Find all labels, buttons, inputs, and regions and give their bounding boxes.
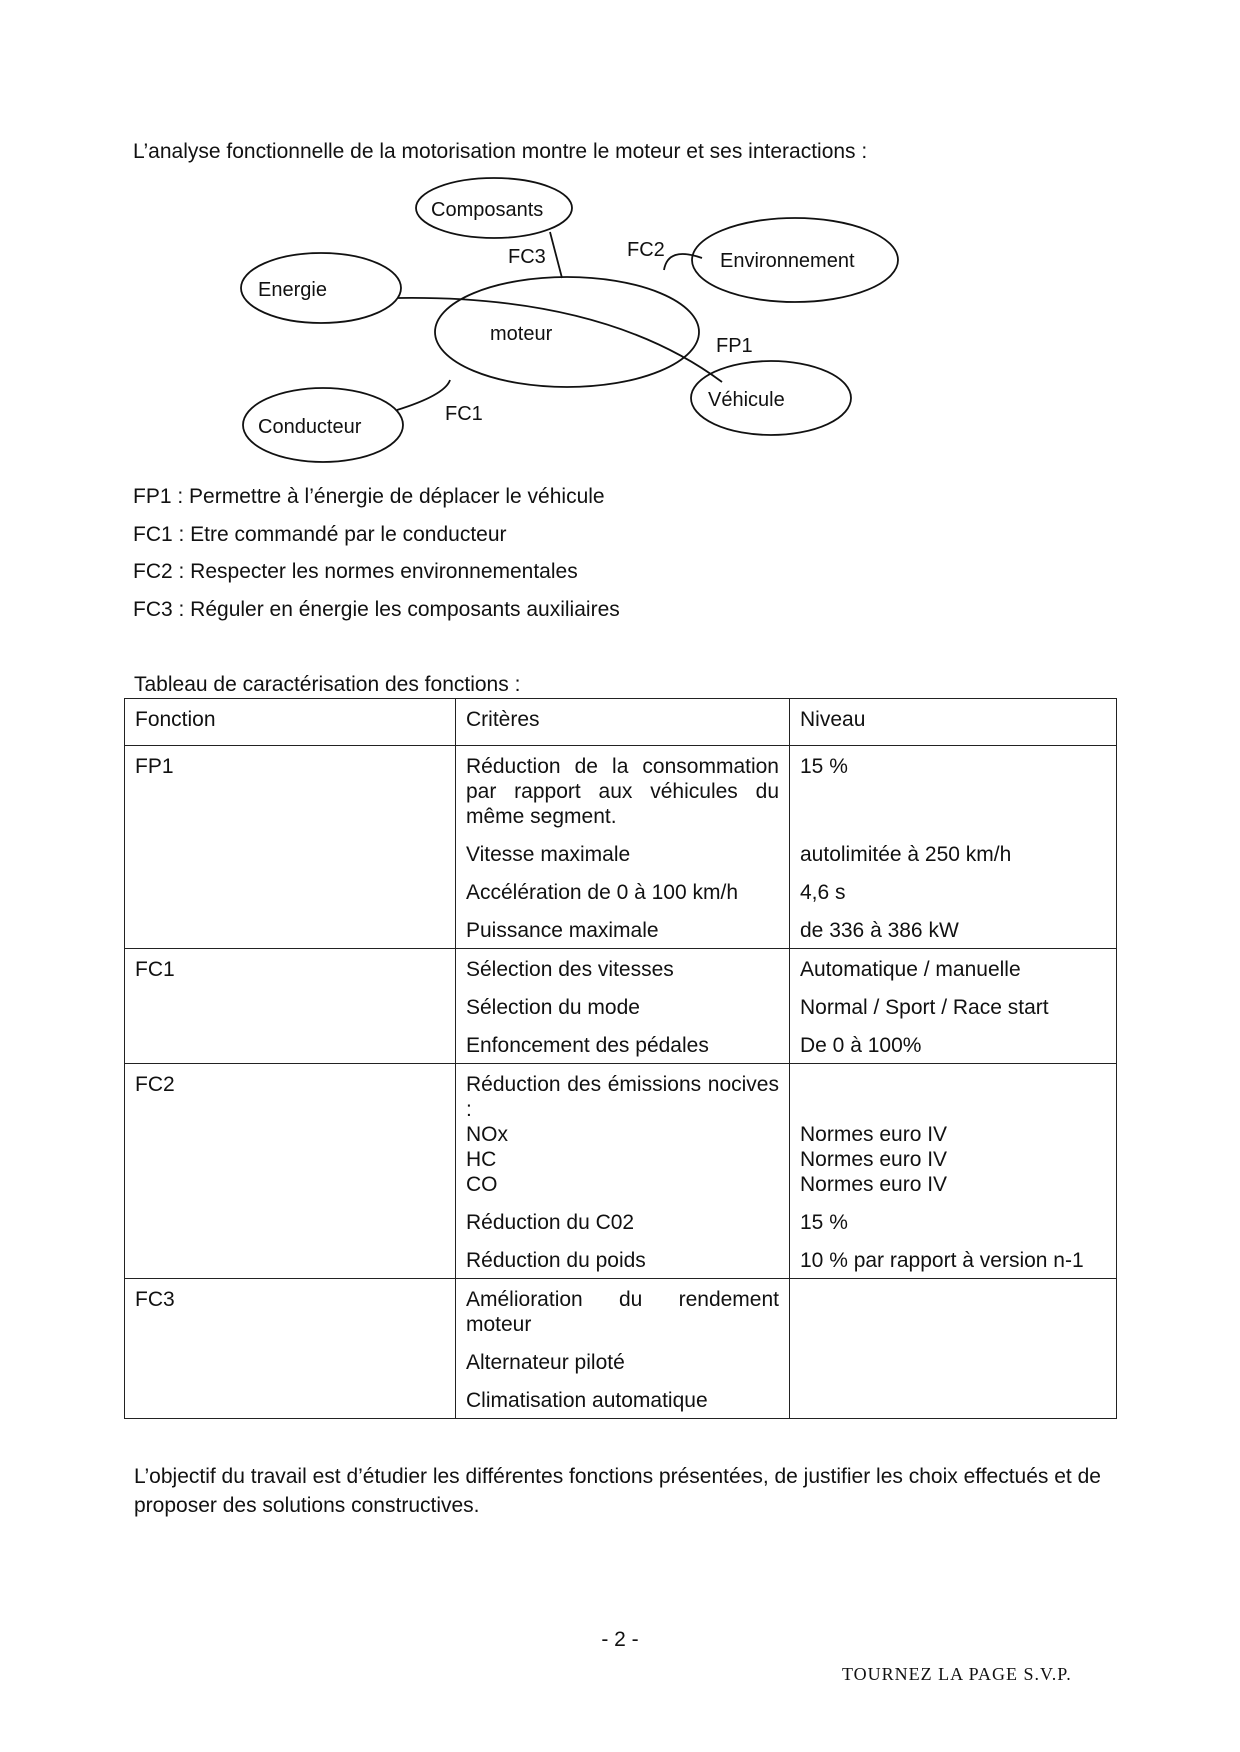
table-row-fc1 (125, 949, 1117, 1064)
fc3-link (550, 232, 562, 278)
level-cell (790, 746, 1117, 949)
footer-note: TOURNEZ LA PAGE S.V.P. (842, 1664, 1072, 1684)
moteur-ellipse (435, 277, 699, 387)
node-vehicule: Véhicule (708, 389, 785, 411)
characterization-table (124, 698, 1117, 1419)
criterion: Alternateur piloté (466, 1351, 625, 1374)
criteria-cell (456, 949, 790, 1064)
function-name: FC1 (125, 949, 456, 1064)
label-fc3: FC3 (508, 246, 546, 268)
level: autolimitée à 250 km/h (800, 843, 1012, 866)
fc2-link (664, 254, 702, 270)
label-fc1: FC1 (445, 403, 483, 425)
level: 4,6 s (800, 881, 846, 904)
pollutant-co: CO (466, 1173, 498, 1196)
level-co: Normes euro IV (800, 1173, 948, 1196)
level: 15 % (800, 755, 848, 778)
definition-fc3: FC3 : Réguler en énergie les composants auxiliaires (133, 597, 620, 621)
table-caption: Tableau de caractérisation des fonctions : (134, 673, 521, 696)
intro-text: L’analyse fonctionnelle de la motorisation montre le moteur et ses interactions : (133, 140, 868, 163)
function-name: FC3 (125, 1279, 456, 1419)
table-header-row (125, 699, 1117, 746)
function-name: FC2 (125, 1064, 456, 1279)
level-cell (790, 1064, 1117, 1279)
node-composants: Composants (431, 199, 544, 221)
table-row-fc3 (125, 1279, 1117, 1419)
function-name: FP1 (125, 746, 456, 949)
label-fc2: FC2 (627, 239, 665, 261)
table-row-fc2 (125, 1064, 1117, 1279)
criterion: Réduction des émissions nocives : (466, 1073, 779, 1121)
criterion: Sélection du mode (466, 996, 640, 1019)
criteria-cell (456, 746, 790, 949)
label-fp1: FP1 (716, 335, 753, 357)
objective-text: L’objectif du travail est d’étudier les différentes fonctions présentées, de justifier les choix effectués et de proposer des solutions constructives. (134, 1465, 1101, 1517)
node-energie: Energie (258, 279, 327, 301)
criterion: Réduction du C02 (466, 1211, 635, 1234)
criterion: Climatisation automatique (466, 1389, 708, 1412)
header-criteres: Critères (456, 699, 790, 746)
level-cell (790, 949, 1117, 1064)
level-hc: Normes euro IV (800, 1148, 948, 1171)
definition-fc2: FC2 : Respecter les normes environnementales (133, 560, 578, 583)
page-number: - 2 - (601, 1628, 639, 1651)
pollutant-nox: NOx (466, 1123, 508, 1146)
functional-diagram (0, 0, 1240, 480)
header-niveau: Niveau (790, 699, 1117, 746)
level: 10 % par rapport à version n-1 (800, 1249, 1084, 1272)
criterion: Réduction du poids (466, 1249, 646, 1272)
criterion: Accélération de 0 à 100 km/h (466, 881, 738, 904)
criterion: Sélection des vitesses (466, 958, 674, 981)
criterion: Puissance maximale (466, 919, 659, 942)
criterion: Amélioration du rendement moteur (466, 1288, 779, 1336)
definition-fc1: FC1 : Etre commandé par le conducteur (133, 522, 507, 546)
node-conducteur: Conducteur (258, 416, 362, 438)
criterion: Réduction de la consommation par rapport aux véhicules du même segment. (466, 755, 779, 828)
level: Automatique / manuelle (800, 958, 1021, 981)
criterion: Enfoncement des pédales (466, 1034, 709, 1057)
function-definitions (133, 484, 620, 634)
definition-fp1: FP1 : Permettre à l’énergie de déplacer le véhicule (133, 485, 605, 508)
level: De 0 à 100% (800, 1034, 922, 1057)
pollutant-hc: HC (466, 1148, 497, 1171)
level-cell (790, 1279, 1117, 1419)
conducteur-moteur-link (397, 380, 450, 410)
node-environnement: Environnement (720, 250, 855, 272)
node-moteur: moteur (490, 323, 553, 345)
criteria-cell (456, 1064, 790, 1279)
level-nox: Normes euro IV (800, 1123, 948, 1146)
level: Normal / Sport / Race start (800, 996, 1049, 1019)
table-row-fp1 (125, 746, 1117, 949)
criterion: Vitesse maximale (466, 843, 631, 866)
level: de 336 à 386 kW (800, 919, 959, 942)
criteria-cell (456, 1279, 790, 1419)
level-spacer (800, 1064, 1106, 1122)
header-fonction: Fonction (125, 699, 456, 746)
level: 15 % (800, 1211, 848, 1234)
